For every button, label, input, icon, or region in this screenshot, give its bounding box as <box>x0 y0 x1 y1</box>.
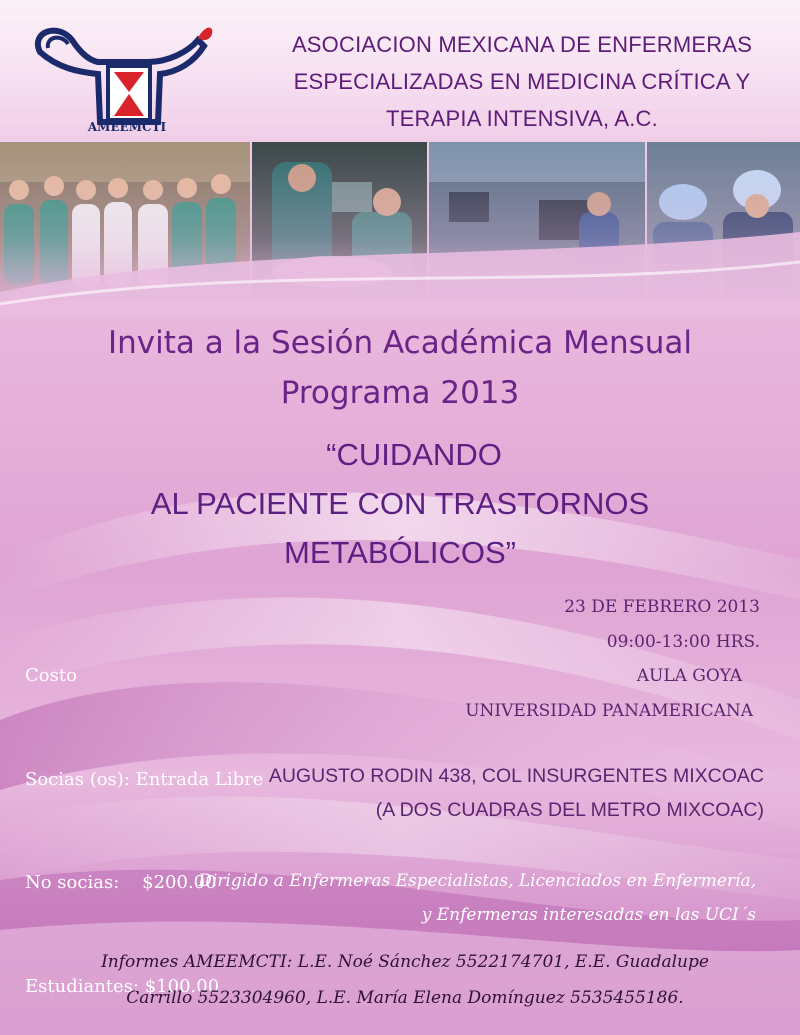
event-date: 23 DE FEBRERO 2013 <box>564 597 760 617</box>
photo-nursing-team <box>0 142 250 300</box>
photo-patient-intubation <box>252 142 427 300</box>
cost-students: Estudiantes: $100.00 <box>25 975 220 997</box>
session-title-line-2: AL PACIENTE CON TRASTORNOS <box>150 486 650 521</box>
contact-line-1: Informes AMEEMCTI: L.E. Noé Sánchez 5522174701, E.E. Guadalupe <box>101 952 709 972</box>
session-title-line-1: “CUIDANDO <box>326 437 502 472</box>
event-details <box>465 590 760 728</box>
session-title <box>0 430 800 577</box>
contact-block <box>0 944 800 1016</box>
event-room: AULA GOYA <box>636 666 742 686</box>
cost-non-members: No socias: $200.00 <box>25 872 217 893</box>
address-line-2: (A DOS CUADRAS DEL METRO MIXCOAC) <box>375 799 764 821</box>
invitation-line-1: Invita a la Sesión Académica Mensual <box>107 325 693 361</box>
association-name-line-1: ASOCIACION MEXICANA DE ENFERMERAS <box>291 32 753 57</box>
cost-members: Socias (os): Entrada Libre <box>25 768 264 790</box>
contact-line-2: Carrillo 5523304960, L.E. María Elena Domínguez 5535455186. <box>126 988 684 1008</box>
audience-line-1: Dirigido a Enfermeras Especialistas, Licenciados en Enfermería, <box>198 871 756 891</box>
cost-heading: Costo <box>25 665 77 686</box>
session-title-line-3: METABÓLICOS” <box>284 535 516 570</box>
association-name-line-3: TERAPIA INTENSIVA, A.C. <box>386 106 658 131</box>
photo-icu-nurses <box>647 142 800 300</box>
invitation-heading <box>0 318 800 418</box>
event-venue: UNIVERSIDAD PANAMERICANA <box>465 700 753 721</box>
address-block <box>269 759 764 827</box>
event-time: 09:00-13:00 HRS. <box>606 631 760 652</box>
invitation-line-2: Programa 2013 <box>280 375 520 411</box>
address-line-1: AUGUSTO RODIN 438, COL INSURGENTES MIXCOAC <box>268 765 764 787</box>
photo-strip <box>0 142 800 302</box>
logo-label: AMEEMCTI <box>87 120 167 134</box>
audience-block <box>198 865 756 932</box>
association-name-line-2: ESPECIALIZADAS EN MEDICINA CRÍTICA Y <box>293 69 751 94</box>
photo-icu-ward <box>429 142 645 300</box>
association-name <box>262 26 782 137</box>
audience-line-2: y Enfermeras interesadas en las UCI´s <box>421 904 756 925</box>
